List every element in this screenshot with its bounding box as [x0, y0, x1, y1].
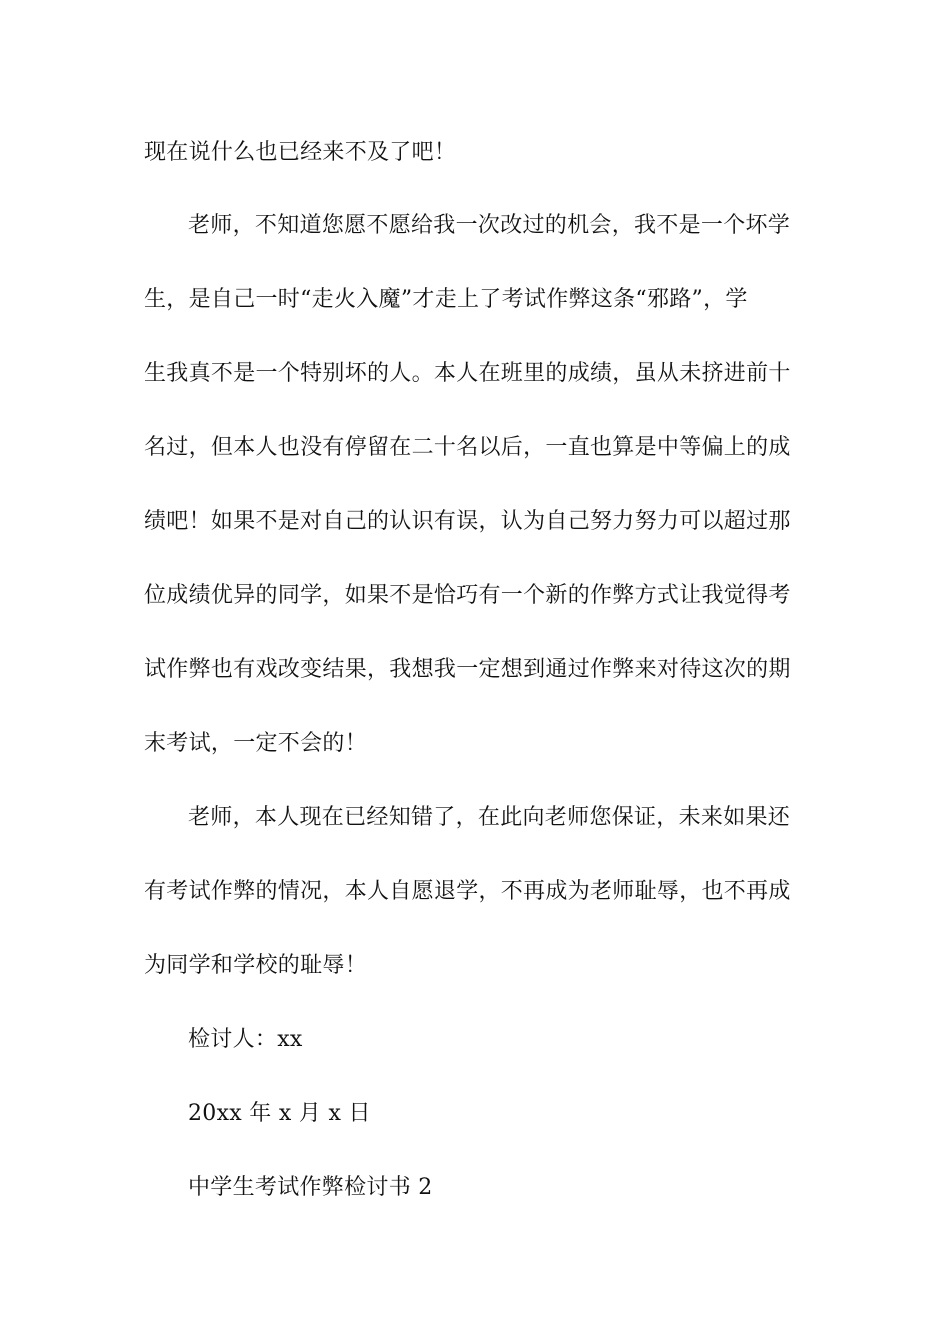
section-heading: 中学生考试作弊检讨书 2	[188, 1175, 433, 1200]
paragraph-line: 生我真不是一个特别坏的人。本人在班里的成绩，虽从未挤进前十	[144, 361, 791, 386]
paragraph-line: 现在说什么也已经来不及了吧！	[144, 140, 457, 165]
paragraph-line: 名过，但本人也没有停留在二十名以后，一直也算是中等偏上的成	[144, 435, 791, 460]
date-line: 20xx 年 x 月 x 日	[188, 1101, 371, 1126]
paragraph-line: 位成绩优异的同学，如果不是恰巧有一个新的作弊方式让我觉得考	[144, 583, 791, 608]
paragraph-line: 试作弊也有戏改变结果，我想我一定想到通过作弊来对待这次的期	[144, 657, 791, 682]
paragraph-line: 末考试，一定不会的！	[144, 731, 368, 756]
paragraph-line: 有考试作弊的情况，本人自愿退学，不再成为老师耻辱，也不再成	[144, 879, 791, 904]
paragraph-line: 老师，不知道您愿不愿给我一次改过的机会，我不是一个坏学	[188, 213, 791, 238]
paragraph-line: 绩吧！如果不是对自己的认识有误，认为自己努力努力可以超过那	[144, 509, 791, 534]
paragraph-line: 老师，本人现在已经知错了，在此向老师您保证，未来如果还	[188, 805, 791, 830]
paragraph-line: 为同学和学校的耻辱！	[144, 953, 368, 978]
signature-line: 检讨人：xx	[188, 1027, 303, 1052]
paragraph-line: 生，是自己一时“走火入魔”才走上了考试作弊这条“邪路”，学	[144, 287, 748, 312]
